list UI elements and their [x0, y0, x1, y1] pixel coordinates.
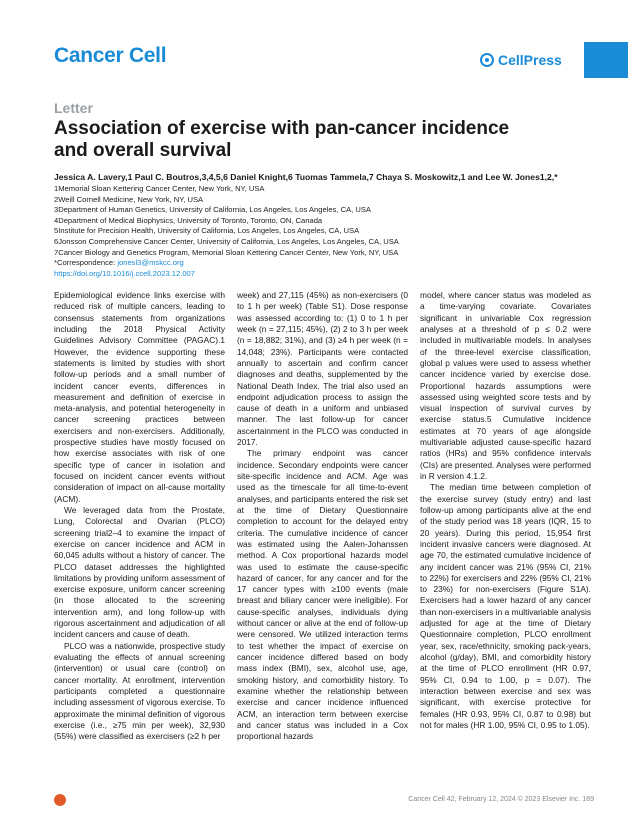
- author-list: Jessica A. Lavery,1 Paul C. Boutros,3,4,5,6 Daniel Knight,6 Tuomas Tammela,7 Chaya S. Moskowitz,1 and Lee W. Jones1,2,*: [54, 172, 558, 182]
- article-body: [54, 290, 592, 768]
- paragraph: PLCO was a nationwide, prospective study evaluating the effects of annual screening (intervention) or usual care (control) on cancer mortality. At enrollment, intervention participants completed a questionnaire including assessment of vigorous exercise. To approximate the minimal definition of vigorous exercise (i.e., ≥75 min per week), 32,930 (55%) were classified as exercisers (≥2 h per: [54, 640, 225, 742]
- affiliations: [54, 184, 594, 279]
- elsevier-logo-icon: [54, 794, 66, 806]
- publisher-name: CellPress: [498, 52, 562, 68]
- affiliation: 1Memorial Sloan Kettering Cancer Center, New York, NY, USA: [54, 184, 265, 193]
- affiliation: 7Cancer Biology and Genetics Program, Memorial Sloan Kettering Cancer Center, New York, NY, USA: [54, 247, 399, 257]
- paragraph: Epidemiological evidence links exercise with reduced risk of multiple cancers, leading to consensus statements from organizations including the 2018 Physical Activity Guidelines Advisory Committee (PAGAC).1 However, the evidence supporting these statements is limited by studies with short follow-up periods and a small number of incident cancer events, differences in measurement and definition of exercise in meta-analysis, and potential heterogeneity in cancer screening practices between exercisers and non-exercisers. Additionally, prospective studies have mostly focused on how exercise associates with risk of one specific type of cancer in isolation and focused on incident cancer events without consideration of impact on all-cause mortality (ACM).: [54, 290, 225, 504]
- paragraph: The primary endpoint was cancer incidence. Secondary endpoints were cancer site-specific incidence and ACM. Age was used as the timescale for all time-to-event analyses, and participants entered the risk set at the time of Dietary Questionnaire completion to account for the delayed entry criteria. The cumulative incidence of cancer was estimated using the Aalen-Johanssen method. A Cox proportional hazards model was used to estimate the cause-specific hazard of cancer, for any cancer and for the 17 cancer types with ≥100 events (male breast and biliary cancer were ineligible). For cause-specific analyses, individuals dying without cancer or alive at the end of follow-up were censored. We utilized interaction terms to test whether the impact of exercise on cancer incidence differed based on body mass index (BMI), sex, alcohol use, age, smoking history, and comorbidity history. To examine whether the relationship between exercise and cancer incidence influenced ACM, an interaction term between exercise and cancer status was included in a Cox proportional hazards: [237, 448, 408, 742]
- footer-citation: Cancer Cell 42, February 12, 2024 © 2023 Elsevier Inc. 169: [408, 796, 594, 803]
- cellpress-icon: [480, 53, 494, 67]
- affiliation: 6Jonsson Comprehensive Cancer Center, University of California, Los Angeles, Los Angeles, CA, USA: [54, 236, 399, 246]
- affiliation: 5Institute for Precision Health, University of California, Los Angeles, Los Angeles, CA, USA: [54, 226, 360, 236]
- correspondence: [54, 258, 594, 269]
- paragraph: The median time between completion of the exercise survey (study entry) and last follow-up among participants alive at the end of the study period was 18 years (IQR, 15 to 20 years). During this period, 15,954 first incident invasive cancers were diagnosed. At age 70, the estimated cumulative incidence of any incident cancer was 21% (95% CI, 21% to 22%) for exercisers and 22% (95% CI, 21% to 23%) for non-exercisers (Figure S1A). Exercisers had a lower hazard of any cancer than non-exercisers in a multivariable analysis adjusted for age at the time of Dietary Questionnaire completion, PLCO enrollment year, sex, race/ethnicity, smoking pack-years, alcohol (g/day), BMI, and comorbidity history at the time of PLCO enrollment (HR 0.97, 95% CI, 0.94 to 1.00, p = 0.07). The interaction between exercise and sex was significant, with exercise protective for females (HR 0.93, 95% CI, 0.87 to 0.98) but not for males (HR 1.00, 95% CI, 0.95 to 1.05).: [420, 482, 591, 730]
- body-column-3: [420, 290, 591, 768]
- correspondence-label: *Correspondence:: [54, 258, 118, 268]
- section-tab: [584, 42, 628, 78]
- journal-name: Cancer Cell: [54, 44, 167, 67]
- affiliation: 2Weill Cornell Medicine, New York, NY, USA: [54, 194, 204, 204]
- body-column-1: [54, 290, 225, 768]
- paragraph: We leveraged data from the Prostate, Lung, Colorectal and Ovarian (PLCO) screening trial2–4 to examine the impact of exercise on cancer incidence and ACM in 60,045 adults without a history of cancer. The PLCO dataset addresses the highlighted limitations by providing uniform assessment of exercise exposure, uniform cancer screening (in those allocated to the screening intervention arm), and long follow-up with rigorous ascertainment and adjudication of all incident cancers and cause of death.: [54, 504, 225, 640]
- paragraph: week) and 27,115 (45%) as non-exercisers (0 to 1 h per week) (Table S1). Dose response was assessed according to: (1) 0 to 1 h per week (n = 27,115; 45%), (2) 2 to 3 h per week (n = 18,882; 31%), and (3) ≥4 h per week (n = 14,048; 23%). Participants were contacted annually to ascertain and confirm cancer diagnoses and deaths, supplemented by the National Death Index. The trial also used an endpoint adjudication process to assign the cause of death in a uniform and unbiased manner. The last follow-up for cancer ascertainment in the PLCO was conducted in 2017.: [237, 290, 408, 448]
- paragraph: model, where cancer status was modeled as a time-varying covariate. Covariates significant in univariable Cox regression analyses at a threshold of p ≤ 0.2 were included in multivariable models. In analyses of the three-level exercise classification, global p values were used to assess whether cancer incidence varied by exercise dose. Proportional hazards assumptions were assessed using weighted score tests and by visual inspection of survival curves by exercise status.5 Cumulative incidence estimates at 70 years of age alongside multivariable adjusted cause-specific hazard ratios (HRs) and 95% confidence intervals (CIs) are presented. Analyses were performed in R version 4.1.2.: [420, 290, 591, 481]
- affiliation: 4Department of Medical Biophysics, University of Toronto, Toronto, ON, Canada: [54, 215, 323, 225]
- doi-link[interactable]: https://doi.org/10.1016/j.ccell.2023.12.007: [54, 268, 196, 278]
- article-type: Letter: [54, 100, 93, 116]
- page-footer: [54, 794, 594, 808]
- article-title: Association of exercise with pan-cancer incidence and overall survival: [54, 118, 510, 161]
- correspondence-email-link[interactable]: jonesl3@mskcc.org: [117, 258, 184, 268]
- publisher-logo[interactable]: [480, 52, 562, 68]
- affiliation: 3Department of Human Genetics, University of California, Los Angeles, Los Angeles, CA, USA: [54, 205, 371, 215]
- body-column-2: [237, 290, 408, 768]
